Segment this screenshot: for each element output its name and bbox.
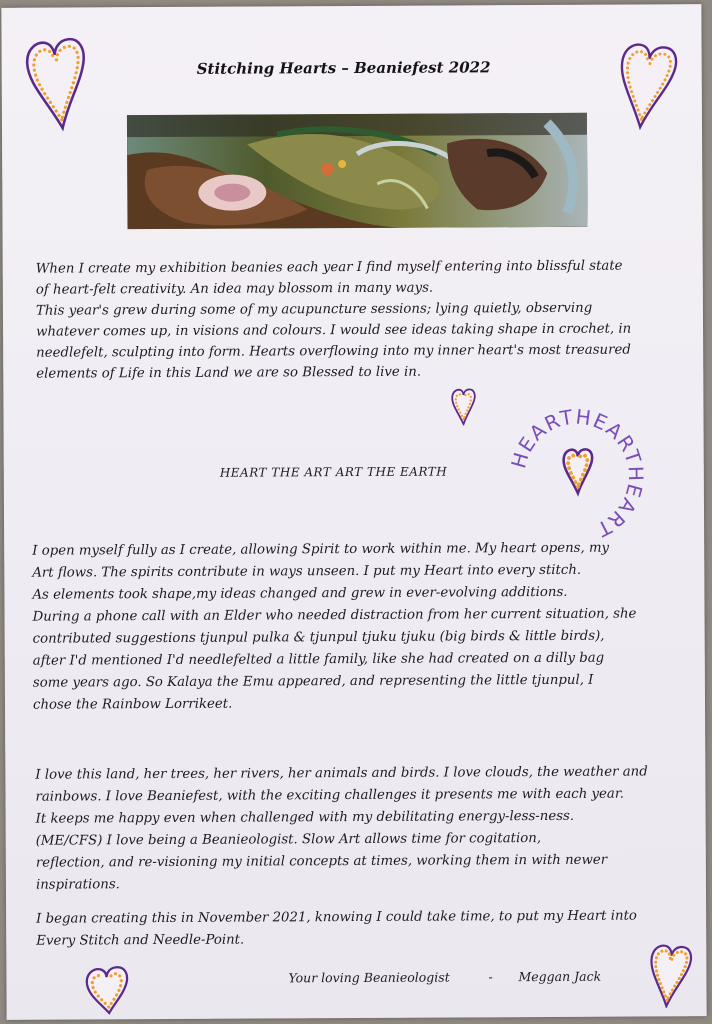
document-page <box>1 4 706 1020</box>
signoff-dash: - <box>488 969 493 985</box>
felt-artwork-photo <box>127 113 588 229</box>
section-heading: HEART THE ART ART THE EARTH <box>219 464 448 480</box>
heart-icon <box>20 28 95 138</box>
text-line: When I create my exhibition beanies each year I find myself entering into blissful state <box>35 258 623 277</box>
heart-icon <box>610 37 682 134</box>
heart-icon <box>449 387 477 425</box>
text-line: Every Stitch and Needle-Point. <box>36 932 245 949</box>
text-line: after I'd mentioned I'd needlefelted a little family, like she had created on a dilly bag <box>32 650 605 669</box>
heart-circle-logo <box>501 400 652 551</box>
heart-icon <box>81 963 135 1017</box>
text-line: reflection, and re-visioning my initial concepts at times, working them in with newer <box>35 852 608 871</box>
circle-text: HEARTHEARTHEART <box>506 404 649 543</box>
text-line: inspirations. <box>35 877 120 893</box>
text-line: I love this land, her trees, her rivers, her animals and birds. I love clouds, the weather and <box>35 764 648 783</box>
text-line: whatever comes up, in visions and colours. I would see ideas taking shape in crochet, in <box>36 321 632 340</box>
page-title: Stitching Hearts – Beaniefest 2022 <box>196 58 491 78</box>
heart-icon <box>643 940 695 1010</box>
text-line: needlefelt, sculpting into form. Hearts overflowing into my inner heart's most treasured <box>36 342 631 361</box>
text-line: chose the Rainbow Lorrikeet. <box>32 696 233 713</box>
text-line: I began creating this in November 2021, knowing I could take time, to put my Heart into <box>36 908 637 927</box>
text-line: This year's grew during some of my acupuncture sessions; lying quietly, observing <box>35 300 593 319</box>
text-line: Art flows. The spirits contribute in ways unseen. I put my Heart into every stitch. <box>32 562 582 581</box>
text-line: I open myself fully as I create, allowing Spirit to work within me. My heart opens, my <box>32 540 610 559</box>
text-line: elements of Life in this Land we are so Blessed to live in. <box>36 364 422 382</box>
text-line: It keeps me happy even when challenged with my debilitating energy-less-ness. <box>35 808 575 827</box>
text-line: During a phone call with an Elder who needed distraction from her current situation, she <box>32 606 637 625</box>
signoff-text: Your loving Beanieologist <box>288 969 450 986</box>
text-line: contributed suggestions tjunpul pulka & tjunpul tjuku tjuku (big birds & little birds), <box>32 628 605 647</box>
text-line: (ME/CFS) I love being a Beanieologist. Slow Art allows time for cogitation, <box>35 831 542 849</box>
author-name: Meggan Jack <box>518 968 602 985</box>
text-line: rainbows. I love Beaniefest, with the exciting challenges it presents me with each year. <box>35 786 625 805</box>
text-line: As elements took shape,my ideas changed and grew in ever-evolving additions. <box>32 584 568 603</box>
text-line: some years ago. So Kalaya the Emu appeared, and representing the little tjunpul, I <box>32 672 594 691</box>
text-line: of heart-felt creativity. An idea may blossom in many ways. <box>35 280 434 298</box>
